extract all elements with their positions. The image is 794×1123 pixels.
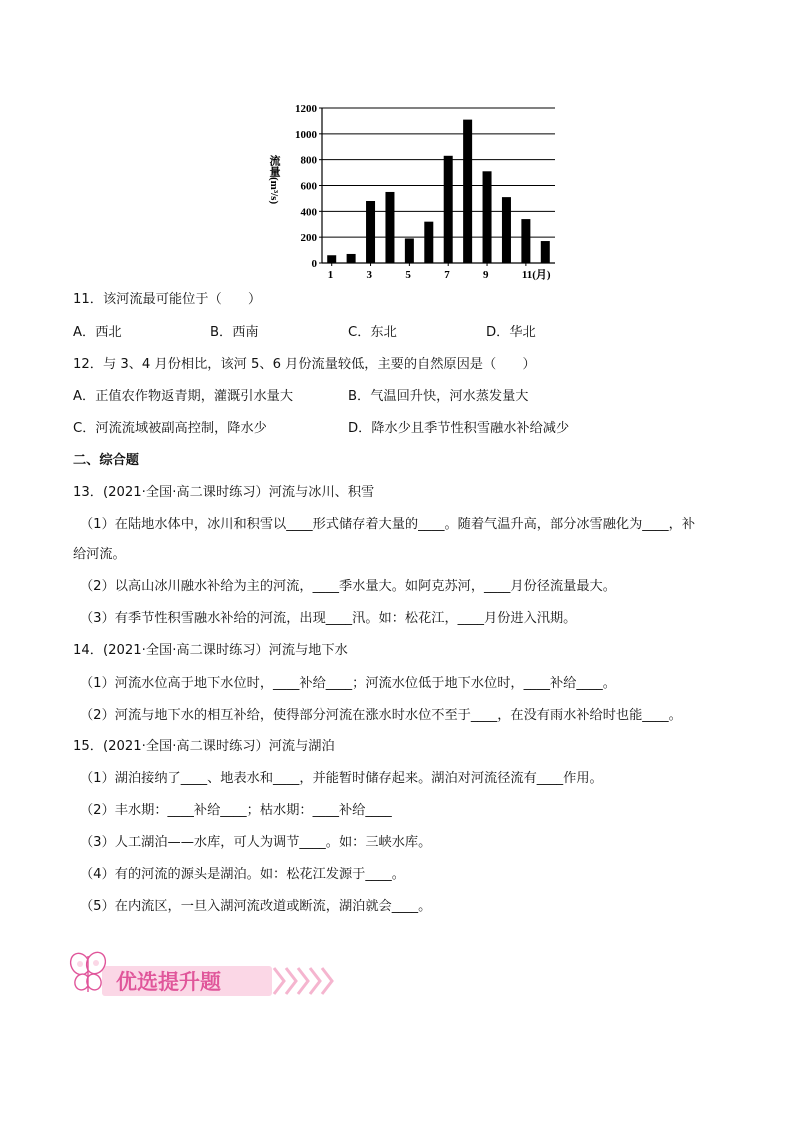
chart-y-ticks	[295, 103, 322, 270]
banner-chevrons-icon	[274, 968, 332, 994]
chart-gridlines	[322, 108, 555, 263]
bar-4	[385, 192, 394, 263]
bar-6	[424, 222, 433, 263]
y-tick-label-1: 200	[300, 232, 317, 245]
q14-part2: （2）河流与地下水的相互补给，使得部分河流在涨水时水位不至于____，在没有雨水补给时也能____。	[80, 708, 682, 723]
q12-option-d: D．降水少且季节性积雪融水补给减少	[348, 421, 570, 436]
section-banner	[66, 950, 346, 1002]
bar-3	[366, 201, 375, 263]
banner-title: 优选提升题	[116, 970, 221, 994]
y-tick-label-3: 600	[300, 180, 317, 193]
bar-8	[463, 120, 472, 263]
q12-option-c: C．河流流域被副高控制，降水少	[73, 421, 267, 436]
q15-part5: （5）在内流区，一旦入湖河流改道或断流，湖泊就会____。	[80, 899, 432, 914]
q13-part1-cont: 给河流。	[73, 547, 126, 562]
y-tick-label-4: 800	[300, 154, 317, 167]
x-tick-label-3: 7	[444, 269, 450, 281]
bar-9	[483, 171, 492, 263]
y-tick-label-0: 0	[311, 258, 317, 270]
q11-option-c: C．东北	[348, 325, 397, 340]
q14-part1: （1）河流水位高于地下水位时，____补给____；河流水位低于地下水位时，____补给____。	[80, 676, 616, 691]
bar-11	[521, 219, 530, 263]
bar-12	[541, 241, 550, 263]
q12-option-b: B．气温回升快，河水蒸发量大	[348, 389, 529, 404]
bar-1	[327, 255, 336, 263]
q11-option-d: D．华北	[486, 325, 536, 340]
q13-part2: （2）以高山冰川融水补给为主的河流，____季水量大。如阿克苏河，____月份径流量最大。	[80, 579, 616, 594]
q13-title: 13．(2021·全国·高二课时练习）河流与冰川、积雪	[73, 485, 375, 500]
y-tick-label-2: 400	[300, 206, 317, 219]
q11-stem: 11．该河流最可能位于（ ）	[73, 292, 262, 307]
q13-part1: （1）在陆地水体中，冰川和积雪以____形式储存着大量的____。随着气温升高，部分冰雪融化为____，补	[80, 517, 696, 532]
q12-option-a: A．正值农作物返青期，灌溉引水量大	[73, 389, 294, 404]
bar-5	[405, 238, 414, 263]
y-axis-title: 流量(m³/s)	[268, 155, 280, 205]
q15-part3: （3）人工湖泊——水库，可人为调节____。如：三峡水库。	[80, 835, 432, 850]
q11-option-b: B．西南	[210, 325, 259, 340]
chart-bars	[327, 120, 550, 263]
x-tick-label-2: 5	[405, 269, 411, 281]
q15-part1: （1）湖泊接纳了____、地表水和____，并能暂时储存起来。湖泊对河流径流有____作用。	[80, 771, 603, 786]
y-tick-label-5: 1000	[295, 128, 317, 141]
flow-bar-chart	[0, 0, 794, 290]
section-title: 二、综合题	[73, 453, 139, 468]
y-tick-label-6: 1200	[295, 103, 317, 115]
chart-y-label	[268, 154, 281, 205]
bar-7	[444, 156, 453, 263]
x-tick-label-0: 1	[327, 269, 334, 281]
q12-stem: 12．与 3、4 月份相比，该河 5、6 月份流量较低，主要的自然原因是（ ）	[73, 357, 536, 372]
q15-part4: （4）有的河流的源头是湖泊。如：松花江发源于____。	[80, 867, 405, 882]
q14-title: 14．(2021·全国·高二课时练习）河流与地下水	[73, 643, 348, 658]
x-tick-label-1: 3	[366, 269, 373, 281]
q13-part3: （3）有季节性积雪融水补给的河流，出现____汛。如：松花江，____月份进入汛期。	[80, 611, 577, 626]
x-tick-label-4: 9	[483, 269, 489, 281]
bar-10	[502, 197, 511, 263]
bar-2	[347, 254, 356, 263]
chart-x-ticks	[328, 263, 551, 281]
q15-part2: （2）丰水期：____补给____；枯水期：____补给____	[80, 803, 392, 818]
q11-option-a: A．西北	[73, 325, 122, 340]
q15-title: 15．(2021·全国·高二课时练习）河流与湖泊	[73, 739, 335, 754]
x-tick-label-5: 11(月)	[521, 269, 551, 281]
